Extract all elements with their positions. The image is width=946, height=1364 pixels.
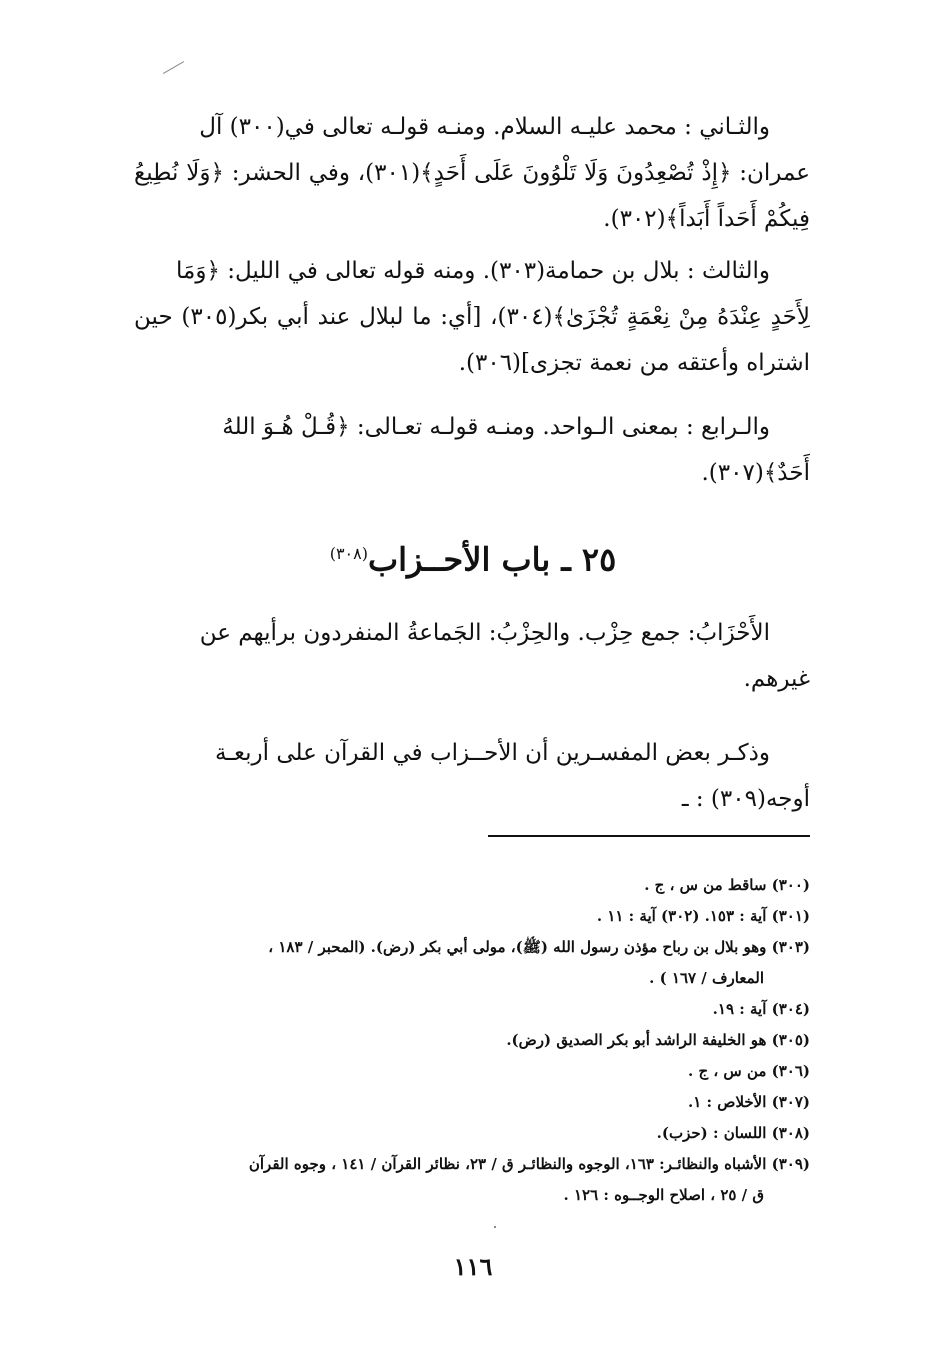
scan-speck [494, 1226, 496, 1228]
paragraph-third-meaning [134, 248, 810, 386]
footnote-307: (٣٠٧) الأخلاص : ١. [688, 1093, 810, 1111]
footnote-304: (٣٠٤) آية : ١٩. [712, 1000, 810, 1018]
chapter-note-ref: (٣٠٨) [329, 544, 368, 563]
footnote-309 [134, 1149, 810, 1211]
paragraph-first-line: والثالث : بلال بن حمامة(٣٠٣). ومنه قوله تعالى في الليل: ﴿وَمَا [176, 258, 770, 284]
footnote-continuation: المعارف / ١٦٧ ) . [649, 969, 764, 987]
chapter-dash: ـ [561, 540, 571, 579]
footnotes [134, 870, 810, 1211]
paragraph-four-aspects [134, 730, 810, 822]
footnote-text: (٣٠٣) وهو بلال بن رباح مؤذن رسول الله (ﷺ)، مولى أبي بكر (رض). (المحبر / ١٨٣ ، [268, 938, 810, 956]
paragraph-first-line: وذكـر بعض المفسـرين أن الأحــزاب في القرآن على أربعـة [214, 740, 770, 766]
scan-mark [156, 49, 184, 74]
paragraph-continuation: عمران: ﴿إِذْ تُصْعِدُونَ وَلَا تَلْوُونَ عَلَى أَحَدٍ﴾(٣٠١)، وفي الحشر: ﴿وَلَا نُطِيعُ فِيكُمْ أَحَداً أَبَداً﴾(٣٠٢). [134, 160, 810, 232]
footnote-303 [134, 932, 810, 994]
chapter-title: باب الأحــزاب [367, 540, 551, 579]
paragraph-continuation: غيرهم. [743, 666, 810, 692]
paragraph-continuation: أَحَدٌ﴾(٣٠٧). [701, 460, 810, 486]
footnote-300: (٣٠٠) ساقط من س ، ج . [644, 876, 810, 894]
page-number: ١١٦ [453, 1252, 493, 1281]
paragraph-continuation: أوجه(٣٠٩) : ـ [681, 786, 810, 812]
paragraph-definition [134, 610, 810, 702]
paragraph-second-meaning [134, 104, 810, 242]
chapter-number: ٢٥ [581, 540, 617, 579]
footnote-306: (٣٠٦) من س ، ج . [688, 1062, 810, 1080]
footnote-305: (٣٠٥) هو الخليفة الراشد أبو بكر الصديق (رض). [506, 1031, 810, 1049]
paragraph-first-line: الأَحْزَابُ: جمع حِزْب. والحِزْبُ: الجَماعةُ المنفردون برأيهم عن [199, 620, 770, 646]
paragraph-first-line: والثـاني : محمد عليـه السلام. ومنـه قولـه تعالى في(٣٠٠) آل [199, 114, 770, 140]
footnote-continuation: ق / ٢٥ ، اصلاح الوجــوه : ١٢٦ . [563, 1186, 764, 1204]
footnote-divider [488, 835, 810, 837]
paragraph-continuation: لِأَحَدٍ عِنْدَهُ مِنْ نِعْمَةٍ تُجْزَىٰ﴾(٣٠٤)، [أي: ما لبلال عند أبي بكر(٣٠٥) حين اشتراه وأعتقه من نعمة تجزى](٣٠٦). [134, 304, 810, 376]
footnote-text: (٣٠٩) الأشباه والنظائـر: ١٦٣، الوجوه والنظائـر ق / ٢٣، نظائر القرآن / ١٤١ ، وجوه القرآن [248, 1155, 810, 1173]
footnote-308: (٣٠٨) اللسان : (حزب). [656, 1124, 810, 1142]
paragraph-first-line: والـرابع : بمعنى الـواحد. ومنـه قولـه تعـالى: ﴿قُـلْ هُـوَ اللهُ [222, 414, 770, 440]
footnote-301-302: (٣٠١) آية : ١٥٣. (٣٠٢) آية : ١١ . [596, 907, 810, 925]
chapter-heading [0, 526, 946, 588]
paragraph-fourth-meaning [134, 404, 810, 496]
